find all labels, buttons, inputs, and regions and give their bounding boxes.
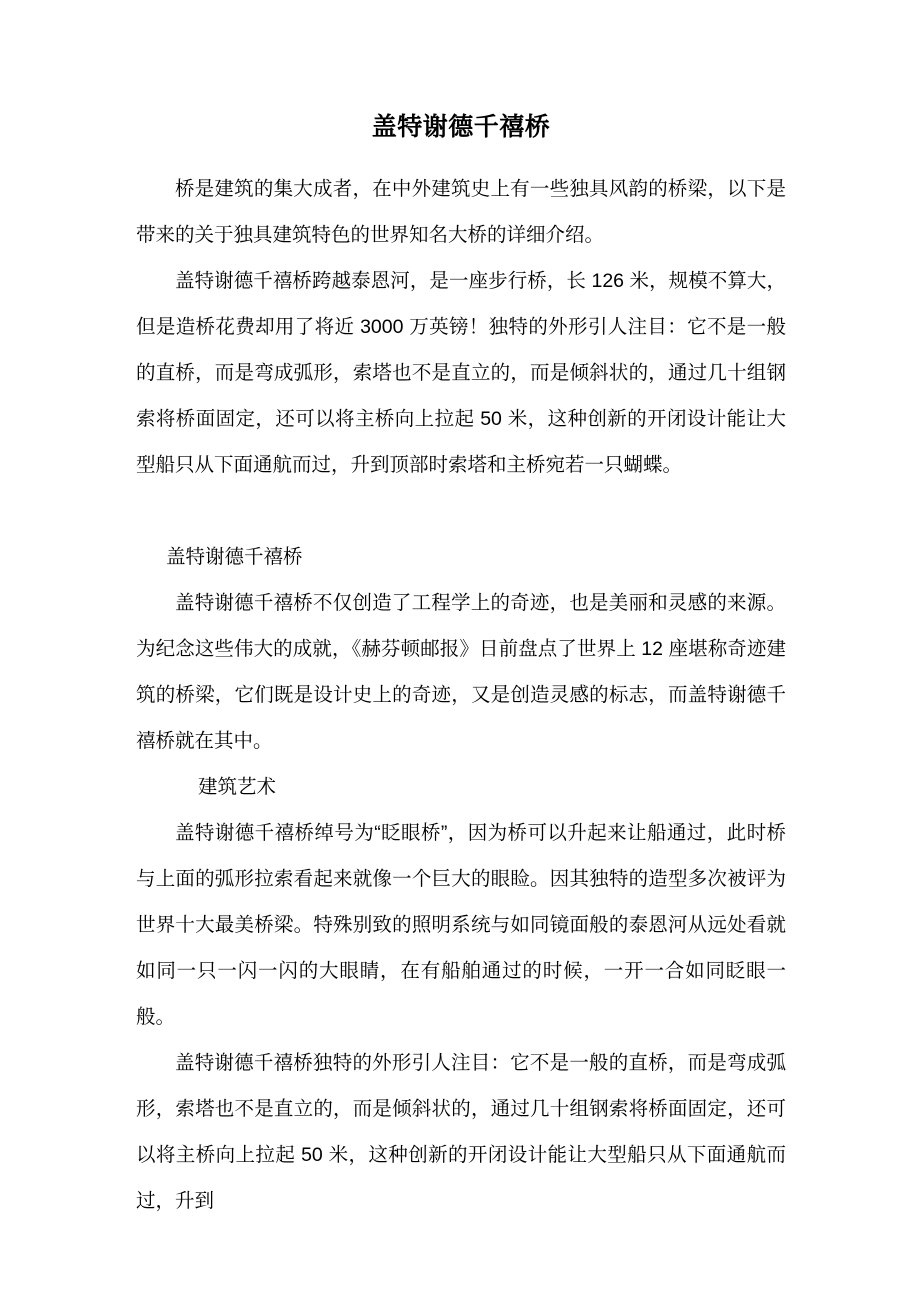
- paragraph-section-2-body-1: 盖特谢德千禧桥绰号为“眨眼桥”，因为桥可以升起来让船通过，此时桥与上面的弧形拉索看起来就像一个巨大的眼睑。因其独特的造型多次被评为世界十大最美桥梁。特殊别致的照明系统与如同镜面般的泰恩河从远处看就如同一只一闪一闪的大眼睛，在有船舶通过的时候，一开一合如同眨眼一般。: [136, 822, 786, 1028]
- paragraph-overview: 盖特谢德千禧桥跨越泰恩河，是一座步行桥，长 126 米，规模不算大，但是造桥花费却用了将近 3000 万英镑！独特的外形引人注目：它不是一般的直桥，而是弯成弧形，索塔也不是直立的，而是倾斜状的，通过几十组钢索将桥面固定，还可以将主桥向上拉起 50 米，这种创新的开闭设计能让大型船只从下面通航而过，升到顶部时索塔和主桥宛若一只蝴蝶。: [136, 270, 786, 476]
- page-title: 盖特谢德千禧桥: [371, 113, 551, 141]
- paragraph-spacer-1: [136, 488, 786, 534]
- subheading-section-1: 盖特谢德千禧桥: [166, 546, 303, 568]
- document-body: [136, 104, 786, 1224]
- paragraph-section-2-body-2: 盖特谢德千禧桥独特的外形引人注目：它不是一般的直桥，而是弯成弧形，索塔也不是直立的，而是倾斜状的，通过几十组钢索将桥面固定，还可以将主桥向上拉起 50 米，这种创新的开闭设计能让大型船只从下面通航而过，升到: [136, 1052, 786, 1212]
- paragraph-section-1-body: 盖特谢德千禧桥不仅创造了工程学上的奇迹，也是美丽和灵感的来源。为纪念这些伟大的成就，《赫芬顿邮报》日前盘点了世界上 12 座堪称奇迹建筑的桥梁，它们既是设计史上的奇迹，又是创造灵感的标志，而盖特谢德千禧桥就在其中。: [136, 592, 786, 752]
- paragraph-intro: 桥是建筑的集大成者，在中外建筑史上有一些独具风韵的桥梁，以下是带来的关于独具建筑特色的世界知名大桥的详细介绍。: [136, 178, 786, 246]
- subheading-section-2: 建筑艺术: [198, 776, 277, 798]
